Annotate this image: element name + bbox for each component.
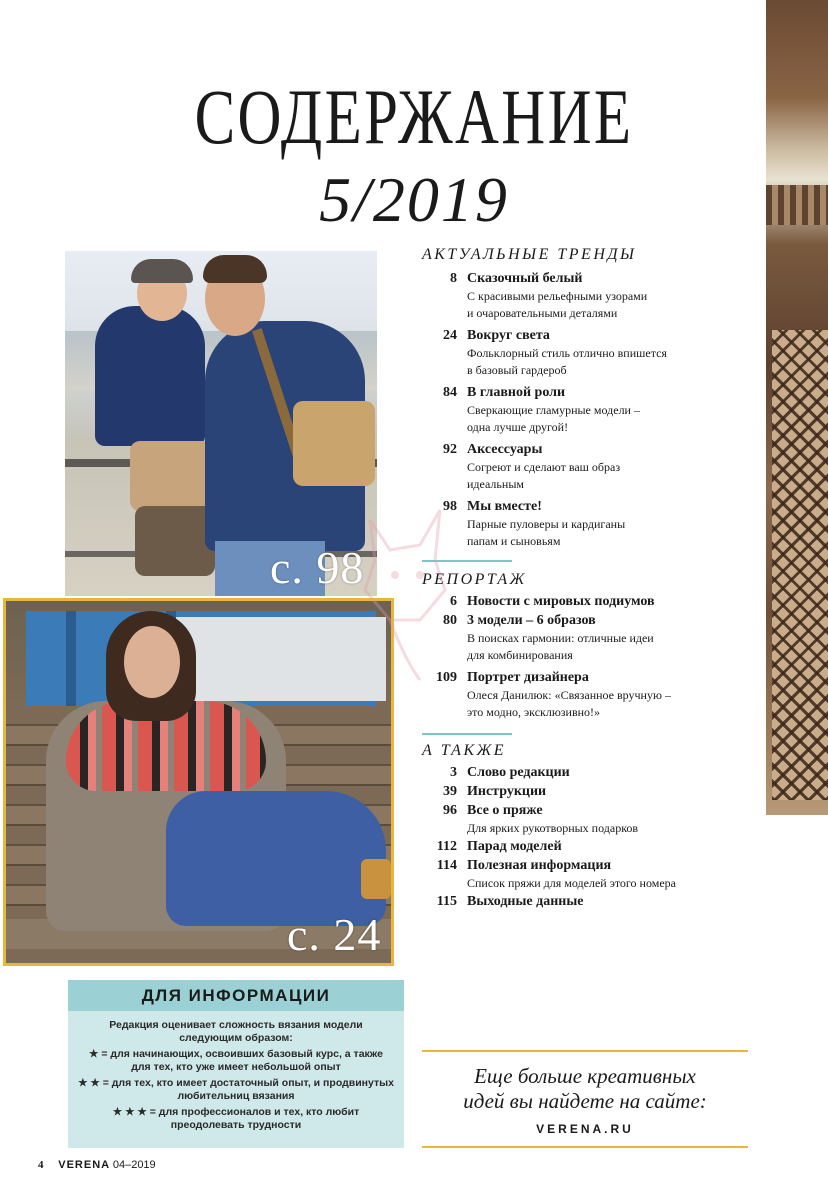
toc-title: 3 модели – 6 образов <box>467 613 596 628</box>
toc-page-number: 6 <box>450 594 457 609</box>
toc-title: Выходные данные <box>467 894 584 909</box>
toc-page-number: 24 <box>443 328 457 343</box>
toc-description: Сверкающие гламурные модели – <box>467 403 640 417</box>
wooden-lattice <box>772 330 828 800</box>
section-heading: АКТУАЛЬНЫЕ ТРЕНДЫ <box>422 246 637 263</box>
toc-description: Список пряжи для моделей этого номера <box>467 876 676 890</box>
toc-entry[interactable] <box>400 763 760 782</box>
toc-title: Слово редакции <box>467 765 570 780</box>
woman-jeans <box>166 791 386 926</box>
issue-date: 04–2019 <box>112 1159 156 1171</box>
toc-description: В поисках гармонии: отличные идеи <box>467 631 654 645</box>
toc-title: Аксессуары <box>467 442 543 457</box>
toc-entry[interactable] <box>400 326 760 379</box>
toc-title: Портрет дизайнера <box>467 670 589 685</box>
info-box <box>68 980 404 1148</box>
toc-entry[interactable] <box>400 611 760 664</box>
boy-cap <box>131 259 193 283</box>
toc-entry[interactable] <box>400 782 760 801</box>
toc-title: Сказочный белый <box>467 271 583 286</box>
promo-text-line1: Еще больше креативных <box>474 1064 696 1088</box>
toc-page-number: 109 <box>436 670 457 685</box>
toc-page-number: 39 <box>443 784 457 799</box>
man-hair <box>203 255 267 283</box>
toc-description: папам и сыновьям <box>467 534 561 548</box>
toc-entry[interactable] <box>400 497 760 550</box>
difficulty-level-3: ★ ★ ★ = для профессионалов и тех, кто любит преодолевать трудности <box>112 1106 360 1131</box>
table-of-contents <box>400 245 760 911</box>
photo-page-caption-bottom: с. 24 <box>287 909 382 960</box>
toc-title: Мы вместе! <box>467 499 542 514</box>
section-heading: А ТАКЖЕ <box>422 742 506 759</box>
promo-text-line2: идей вы найдете на сайте: <box>463 1089 707 1113</box>
toc-entry[interactable] <box>400 892 760 911</box>
toc-description: одна лучше другой! <box>467 420 569 434</box>
toc-entry[interactable] <box>400 856 760 892</box>
page-footer <box>38 1158 156 1172</box>
toc-page-number: 3 <box>450 765 457 780</box>
website-link[interactable]: VERENA.RU <box>536 1122 634 1136</box>
toc-description: и очаровательными деталями <box>467 306 618 320</box>
page-title: СОДЕРЖАНИЕ <box>194 73 634 160</box>
boy-sweater <box>95 306 205 446</box>
toc-page-number: 115 <box>436 894 457 909</box>
toc-entry[interactable] <box>400 801 760 837</box>
boy-boots <box>135 506 215 576</box>
page-number: 4 <box>38 1159 44 1171</box>
toc-title: Новости с мировых подиумов <box>467 594 655 609</box>
window-bar <box>66 611 76 706</box>
toc-title: Инструкции <box>467 784 547 799</box>
backpack <box>293 401 375 486</box>
info-box-intro: Редакция оценивает сложность вязания модели следующим образом: <box>109 1019 363 1044</box>
toc-page-number: 92 <box>443 442 457 457</box>
toc-description: для комбинирования <box>467 648 573 662</box>
toc-page-number: 112 <box>436 839 457 854</box>
toc-description: Фольклорный стиль отлично впишется <box>467 346 667 360</box>
toc-entry[interactable] <box>400 383 760 436</box>
toc-description: С красивыми рельефными узорами <box>467 289 648 303</box>
woman-boot <box>361 859 391 899</box>
difficulty-level-2: ★ ★ = для тех, кто имеет достаточный опыт, и продвинутых любительниц вязания <box>78 1077 394 1102</box>
edge-photo-strip <box>766 0 828 815</box>
toc-page-number: 98 <box>443 499 457 514</box>
toc-entry[interactable] <box>400 440 760 493</box>
section-heading: РЕПОРТАЖ <box>422 571 527 588</box>
difficulty-level-1: ★ = для начинающих, освоивших базовый курс, а также для тех, кто уже имеет небольшой опыт <box>89 1048 383 1073</box>
toc-entry[interactable] <box>400 269 760 322</box>
woman-face <box>124 626 180 698</box>
toc-description: Олеся Данилюк: «Связанное вручную – <box>467 688 671 702</box>
toc-page-number: 84 <box>443 385 457 400</box>
photo-page-caption-top: с. 98 <box>270 542 365 593</box>
toc-title: Полезная информация <box>467 858 612 873</box>
toc-page-number: 8 <box>450 271 457 286</box>
promo-divider-top <box>422 1050 748 1052</box>
toc-title: В главной роли <box>467 385 566 400</box>
magazine-brand: VERENA <box>58 1159 111 1171</box>
toc-entry[interactable] <box>400 837 760 856</box>
photo-window <box>26 611 376 706</box>
toc-description: это модно, эксклюзивно!» <box>467 705 601 719</box>
toc-title: Вокруг света <box>467 328 550 343</box>
toc-description: Согреют и сделают ваш образ <box>467 460 621 474</box>
toc-title: Парад моделей <box>467 839 562 854</box>
info-box-heading: ДЛЯ ИНФОРМАЦИИ <box>68 980 404 1011</box>
toc-page-number: 80 <box>443 613 457 628</box>
toc-entry[interactable] <box>400 668 760 721</box>
toc-description: идеальным <box>467 477 524 491</box>
toc-description: Парные пуловеры и кардиганы <box>467 517 626 531</box>
toc-description: Для ярких рукотворных подарков <box>467 821 639 835</box>
website-promo <box>422 1050 748 1148</box>
promo-divider-bottom <box>422 1146 748 1148</box>
toc-page-number: 96 <box>443 803 457 818</box>
toc-description: в базовый гардероб <box>467 363 567 377</box>
toc-entry[interactable] <box>400 592 760 611</box>
toc-page-number: 114 <box>436 858 457 873</box>
toc-title: Все о пряже <box>467 803 543 818</box>
issue-number: 5/2019 <box>319 164 509 235</box>
